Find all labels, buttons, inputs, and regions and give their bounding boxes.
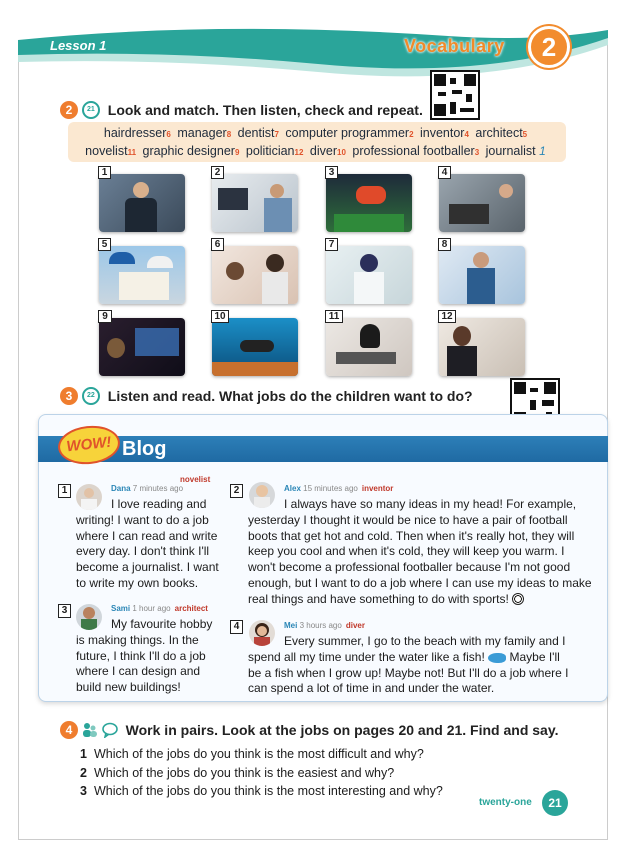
photo-number: 10 [211, 310, 229, 323]
audio-icon[interactable]: 22 [82, 387, 100, 405]
task-number: 3 [60, 387, 78, 405]
photo-number: 2 [211, 166, 224, 179]
photo-journalist [99, 174, 185, 232]
list-item: 3 Which of the jobs do you think is the most interesting and why? [80, 784, 443, 798]
list-item: 2 Which of the jobs do you think is the easiest and why? [80, 765, 395, 780]
qr-code-icon[interactable] [430, 70, 480, 120]
post-text: writing! I want to do a job where I can read and write every day. I don't think I'll become a journalist. I want to write my own books. [76, 513, 219, 590]
page-number: 21 [542, 790, 568, 816]
photo-number: 3 [325, 166, 338, 179]
photo-number: 1 [98, 166, 111, 179]
avatar [76, 484, 102, 510]
photo-programmer [212, 174, 298, 232]
audio-icon[interactable]: 21 [82, 101, 100, 119]
photo-politician [439, 318, 525, 376]
page-number-word: twenty-one [479, 797, 532, 808]
word-item: graphic designer9 [142, 144, 240, 158]
post-text: spend all my time under the water like a fish! Maybe I'll be a fish when I grow up! Maybe not! But I'll do a job where I can spend a lot of time in and under the water. [248, 650, 569, 696]
unit-badge: 2 [528, 26, 570, 68]
post-meta: Alex 15 minutes ago inventor [284, 484, 394, 493]
post-meta: Dana 7 minutes ago [111, 484, 184, 493]
task-4-heading [60, 721, 558, 739]
photo-number: 6 [211, 238, 224, 251]
word-bank [68, 122, 566, 162]
post-text: is making things. In the future, I think I'll do a job where I can design and build new buildings! [76, 633, 206, 695]
avatar [76, 604, 102, 630]
header-band [18, 0, 608, 85]
photo-novelist [326, 318, 412, 376]
photo-number: 7 [325, 238, 338, 251]
task-instruction: Look and match. Then listen, check and repeat. [107, 102, 423, 119]
post-number: 1 [58, 484, 71, 498]
pair-work-icon [82, 722, 98, 738]
photo-manager [439, 246, 525, 304]
section-title: Vocabulary [404, 36, 505, 56]
avatar [249, 482, 275, 508]
list-item: 1 Which of the jobs do you think is the most difficult and why? [80, 747, 424, 761]
job-tag: novelist [180, 475, 211, 484]
post-number: 4 [230, 620, 243, 634]
word-item: manager8 [177, 126, 232, 140]
photo-dentist [326, 246, 412, 304]
photo-diver [212, 318, 298, 376]
photo-architect [99, 246, 185, 304]
word-item: inventor4 [420, 126, 469, 140]
photo-number: 4 [438, 166, 451, 179]
blog-title: Blog [122, 438, 167, 460]
post-number: 3 [58, 604, 71, 618]
photo-inventor [439, 174, 525, 232]
speech-bubble-icon [102, 722, 118, 738]
photo-number: 8 [438, 238, 451, 251]
word-item: diver10 [309, 144, 346, 158]
task-2-heading [60, 101, 423, 119]
post-text: Every summer, I go to the beach with my family and I [284, 634, 566, 648]
word-item: hairdresser6 [103, 126, 171, 140]
fish-icon [488, 653, 506, 663]
question-list [80, 745, 443, 801]
lesson-label: Lesson 1 [50, 38, 107, 53]
photo-hairdresser [212, 246, 298, 304]
photo-number: 9 [98, 310, 112, 323]
post-meta: Sami 1 hour ago architect [111, 604, 208, 613]
photo-graphic-designer [99, 318, 185, 376]
wow-logo: WOW! [56, 423, 122, 467]
task-number: 2 [60, 101, 78, 119]
task-3-heading [60, 387, 473, 405]
post-meta: Mei 3 hours ago diver [284, 621, 365, 630]
word-item: architect5 [475, 126, 528, 140]
post-text: My favourite hobby [111, 617, 213, 631]
word-item: professional footballer3 [352, 144, 480, 158]
football-icon [512, 593, 524, 605]
word-item: journalist 1 [485, 144, 546, 158]
photo-number: 5 [98, 238, 111, 251]
word-item: novelist11 [85, 144, 137, 158]
photo-number: 12 [438, 310, 456, 323]
word-item: computer programmer2 [285, 126, 414, 140]
photo-number: 11 [325, 310, 343, 323]
word-item: dentist7 [237, 126, 279, 140]
task-instruction: Listen and read. What jobs do the children want to do? [107, 388, 473, 405]
post-number: 2 [230, 484, 243, 498]
task-instruction: Work in pairs. Look at the jobs on pages 20 and 21. Find and say. [125, 722, 559, 739]
photo-footballer [326, 174, 412, 232]
post-text: yesterday I thought it would be nice to have a pair of football boots that get hot and cold. Then when it's really hot, they will keep you cool and when it's cold, they will keep you warm. I won't become a professional footballer because I'm not good enough, but I want to do a job where I can use my ideas to make real things and have something to do with sports! [248, 513, 592, 606]
avatar [249, 620, 275, 646]
task-number: 4 [60, 721, 78, 739]
post-text: I love reading and [111, 497, 207, 511]
word-item: politician12 [245, 144, 304, 158]
post-text: I always have so many ideas in my head! For example, [284, 497, 577, 511]
